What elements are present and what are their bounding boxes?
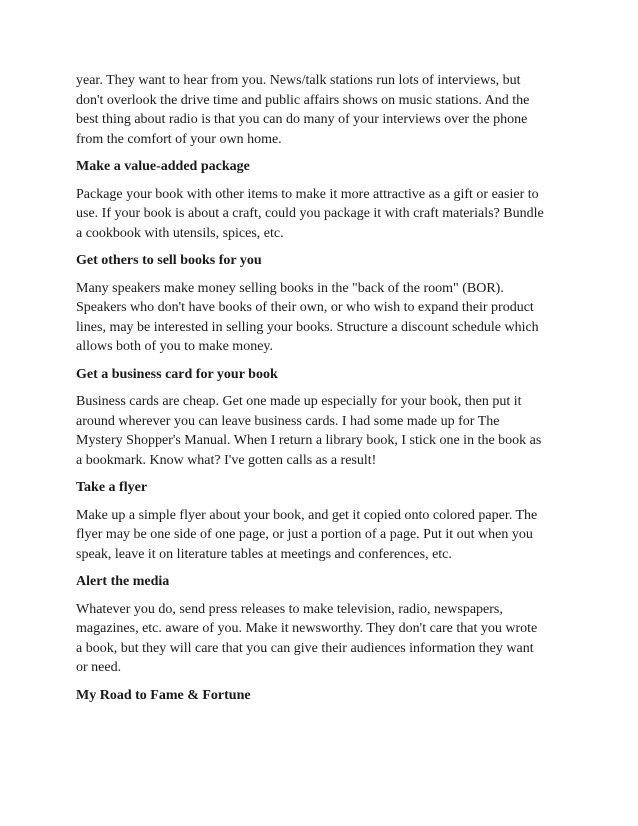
section-heading: Get others to sell books for you [76, 253, 262, 268]
section-heading: Get a business card for your book [76, 366, 278, 382]
text-line: don't overlook the drive time and public affairs shows on music stations. And the [76, 92, 530, 108]
section-heading: Take a flyer [76, 480, 148, 495]
text-line: Business cards are cheap. Get one made up especially for your book, then put it [76, 394, 522, 409]
text-line: a cookbook with utensils, spices, etc. [76, 225, 284, 241]
text-line: speak, leave it on literature tables at meetings and conferences, etc. [76, 546, 452, 562]
section-paragraph [76, 185, 576, 244]
text-line: best thing about radio is that you can do many of your interviews over the phone [76, 112, 528, 127]
text-line: lines, may be interested in selling your books. Structure a discount schedule which [76, 319, 539, 335]
section-heading: Make a value-added package [76, 159, 250, 174]
text-line: Speakers who don't have books of their own, or who wish to expand their product [76, 300, 534, 315]
section-heading: Alert the media [76, 574, 170, 589]
intro-paragraph [76, 71, 576, 149]
text-line: Make up a simple flyer about your book, and get it copied onto colored paper. The [76, 507, 538, 523]
text-line: Many speakers make money selling books in the "back of the room" (BOR). [76, 280, 504, 296]
text-line: magazines, etc. aware of you. Make it newsworthy. They don't care that you wrote [76, 621, 538, 636]
section-paragraph [76, 506, 576, 565]
text-line: Whatever you do, send press releases to make television, radio, newspapers, [76, 601, 503, 617]
section-paragraph [76, 279, 576, 357]
text-line: allows both of you to make money. [76, 339, 274, 354]
final-heading: My Road to Fame & Fortune [76, 687, 251, 703]
text-line: or need. [76, 660, 122, 675]
text-line: Package your book with other items to make it more attractive as a gift or easier to [76, 186, 539, 202]
text-line: Mystery Shopper's Manual. When I return a library book, I stick one in the book as [76, 433, 542, 448]
text-line: a book, but they will care that you can give their audiences information they want [76, 640, 534, 656]
section-paragraph [76, 600, 576, 678]
text-line: use. If your book is about a craft, could you package it with craft materials? Bundle [76, 206, 544, 221]
document-body [76, 71, 576, 713]
text-line: flyer may be one side of one page, or just a portion of a page. Put it out when you [76, 527, 533, 542]
section-paragraph [76, 392, 576, 470]
text-line: year. They want to hear from you. News/talk stations run lots of interviews, but [76, 73, 521, 88]
text-line: around wherever you can leave business cards. I had some made up for The [76, 413, 500, 429]
text-line: from the comfort of your own home. [76, 131, 282, 147]
text-line: a bookmark. Know what? I've gotten calls as a result! [76, 452, 377, 468]
